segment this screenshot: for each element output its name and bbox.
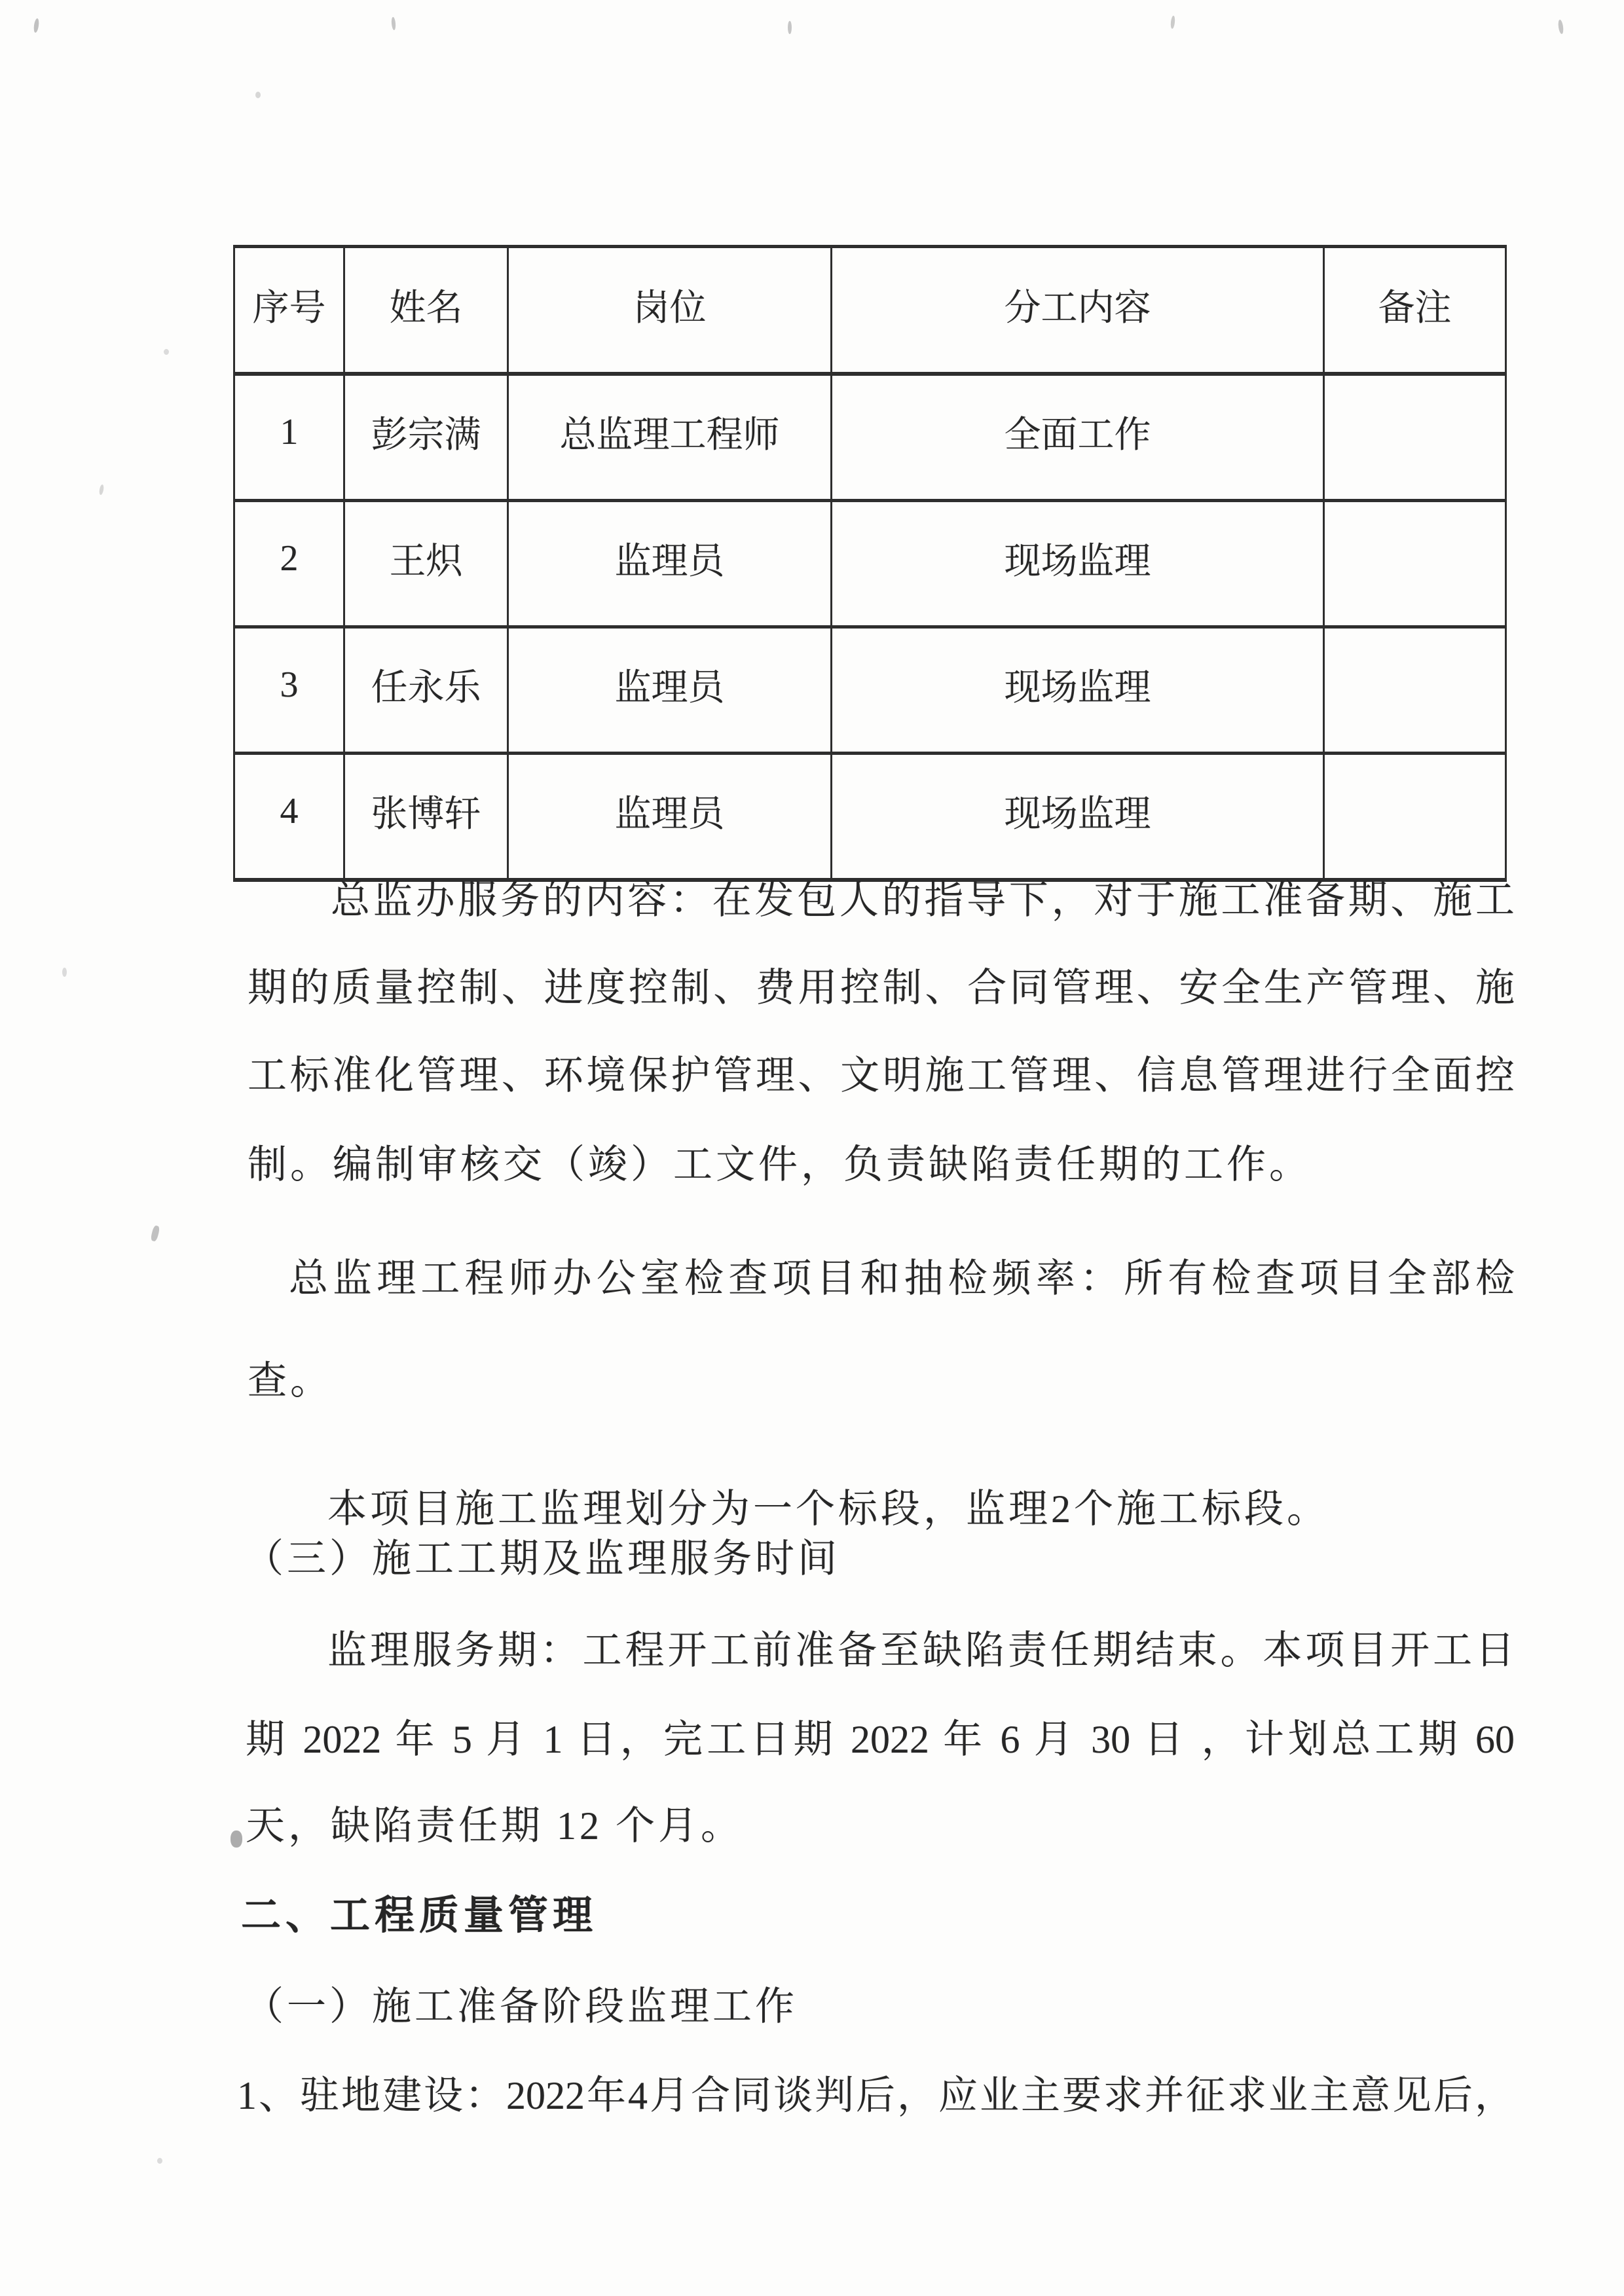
paragraph4-line3: 天，缺陷责任期 12 个月。 [246, 1804, 743, 1848]
cell-remark [1324, 754, 1506, 881]
paragraph1-line2: 期的质量控制、进度控制、费用控制、合同管理、安全生产管理、施 [248, 966, 1515, 1010]
cell-seq: 4 [234, 754, 344, 881]
cell-name: 王炽 [344, 501, 508, 627]
paragraph1-line3: 工标准化管理、环境保护管理、文明施工管理、信息管理进行全面控 [248, 1054, 1515, 1097]
cell-remark [1324, 374, 1506, 501]
scan-speck [157, 2158, 162, 2164]
scan-speck [788, 21, 792, 34]
section-heading-1: （一）施工准备阶段监理工作 [244, 1985, 798, 2028]
cell-seq: 2 [234, 501, 344, 627]
header-name: 姓名 [344, 247, 508, 374]
paragraph4-line2: 期 2022 年 5 月 1 日，完工日期 2022 年 6 月 30 日 ，计划总工期 60 [246, 1718, 1515, 1761]
cell-remark [1324, 627, 1506, 754]
paragraph2-line2: 查。 [248, 1359, 333, 1402]
cell-remark [1324, 501, 1506, 627]
cell-duty: 现场监理 [832, 627, 1324, 754]
header-remark: 备注 [1324, 247, 1506, 374]
scan-speck [255, 92, 261, 98]
table-row [234, 501, 1506, 627]
cell-seq: 1 [234, 374, 344, 501]
cell-duty: 现场监理 [832, 754, 1324, 881]
cell-name: 张博轩 [344, 754, 508, 881]
table-row [234, 754, 1506, 881]
scan-speck [99, 484, 105, 496]
paragraph3-line1: 本项目施工监理划分为一个标段，监理2个施工标段。 [327, 1487, 1329, 1531]
cell-position: 监理员 [508, 501, 832, 627]
header-seq: 序号 [234, 247, 344, 374]
paragraph1-line4: 制。编制审核交（竣）工文件，负责缺陷责任期的工作。 [248, 1143, 1312, 1186]
scan-speck [1558, 20, 1564, 35]
paragraph2-line1: 总监理工程师办公室检查项目和抽检频率：所有检查项目全部检 [289, 1257, 1515, 1300]
cell-position: 总监理工程师 [508, 374, 832, 501]
scan-speck [62, 968, 67, 977]
cell-name: 任永乐 [344, 627, 508, 754]
personnel-table [233, 245, 1507, 882]
cell-duty: 现场监理 [832, 501, 1324, 627]
cell-name: 彭宗满 [344, 374, 508, 501]
cell-position: 监理员 [508, 627, 832, 754]
table-row [234, 374, 1506, 501]
cell-seq: 3 [234, 627, 344, 754]
header-duty: 分工内容 [832, 247, 1324, 374]
table-header-row [234, 247, 1506, 374]
table-row [234, 627, 1506, 754]
list-item-1-line1: 1、驻地建设：2022年4月合同谈判后，应业主要求并征求业主意见后， [237, 2074, 1514, 2117]
chapter-heading-2: 二、工程质量管理 [241, 1893, 598, 1937]
section-heading-3: （三）施工工期及监理服务时间 [244, 1537, 840, 1580]
scan-speck [231, 1831, 242, 1848]
scan-speck [164, 349, 169, 355]
scan-speck [391, 17, 396, 30]
scan-speck [33, 18, 40, 33]
scan-speck [150, 1225, 160, 1242]
cell-duty: 全面工作 [832, 374, 1324, 501]
paragraph4-line1: 监理服务期：工程开工前准备至缺陷责任期结束。本项目开工日 [327, 1629, 1515, 1672]
header-position: 岗位 [508, 247, 832, 374]
paragraph1-line1: 总监办服务的内容：在发包人的指导下，对于施工准备期、施工 [331, 879, 1515, 922]
cell-position: 监理员 [508, 754, 832, 881]
scan-speck [1170, 16, 1175, 29]
